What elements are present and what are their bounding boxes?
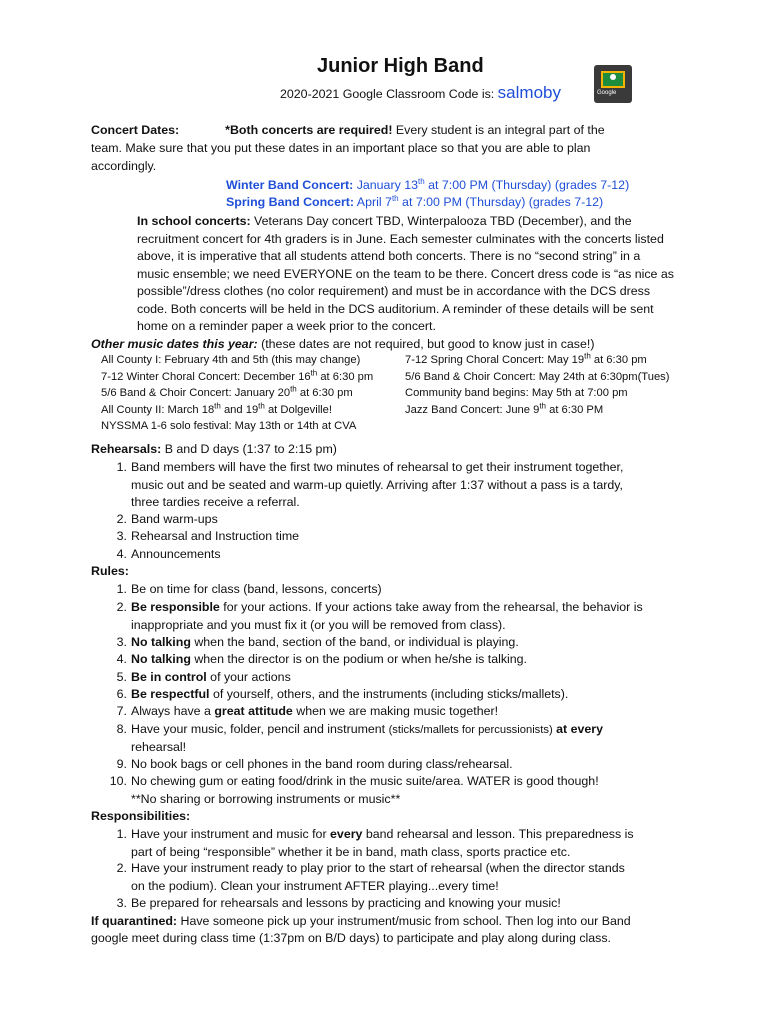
- page-title: Junior High Band: [317, 55, 484, 77]
- in-school-line-5: possible”/dress clothes (no color requirement) and must be in accordance with the DCS dress: [137, 284, 651, 298]
- rehearsal-item-4: [116, 546, 685, 564]
- rule-item-1: 1. Be on time for class (band, lessons, concerts): [116, 582, 382, 596]
- other-date-left-3: 5/6 Band & Choir Concert: January 20th at 6:30 pm: [101, 384, 353, 399]
- item-number: 1.: [116, 460, 127, 474]
- rehearsal-item-line: music out and be seated and warm-up quietly. Arriving after 1:37 without a pass is a tardy,: [131, 477, 623, 492]
- other-date-right-2: 5/6 Band & Choir Concert: May 24th at 6:30pm(Tues): [405, 371, 670, 383]
- spring-concert: [226, 194, 603, 212]
- concert-intro: Every student is an integral part of the: [392, 123, 605, 137]
- other-date-left-1: All County I: February 4th and 5th (this may change): [101, 354, 361, 366]
- concert-intro-line3: accordingly.: [91, 159, 157, 173]
- winter-concert: [226, 177, 629, 195]
- classroom-code-line: [280, 84, 561, 104]
- rule-item-5: 5. Be in control of your actions: [116, 670, 291, 684]
- other-date-left-2: 7-12 Winter Choral Concert: December 16th at 6:30 pm: [101, 368, 374, 383]
- rehearsals-line: [91, 441, 337, 459]
- rehearsal-item-1: [116, 459, 685, 512]
- concerts-required: *Both concerts are required!: [225, 123, 393, 137]
- rule-item-6: 6. Be respectful of yourself, others, and the instruments (including sticks/mallets).: [116, 687, 569, 701]
- in-school-line-2: recruitment concert for 4th graders is in June. Each semester culminates with the concerts listed: [137, 232, 664, 246]
- concert-dates-line: [91, 122, 605, 140]
- in-school-line-3: above, it is imperative that all students attend both concerts. There is no “second string” in a: [137, 249, 641, 263]
- rehearsal-item-line: Rehearsal and Instruction time: [131, 529, 300, 543]
- google-classroom-logo: [594, 65, 632, 103]
- rehearsal-item-line: Band warm-ups: [131, 512, 218, 526]
- spring-time: at 7:00 PM (Thursday) (grades 7-12): [398, 195, 604, 209]
- other-date-left-4: All County II: March 18th and 19th at Dolgeville!: [101, 401, 333, 416]
- other-dates-label: Other music dates this year:: [91, 337, 258, 351]
- responsibility-item-3: 3. Be prepared for rehearsals and lessons by practicing and knowing your music!: [116, 896, 561, 910]
- rehearsal-item-2: [116, 511, 685, 529]
- rule-item-4: 4. No talking when the director is on the podium or when he/she is talking.: [116, 652, 528, 666]
- quarantine-label: If quarantined:: [91, 914, 178, 928]
- rule-item-2: 2. Be responsible for your actions. If your actions take away from the rehearsal, the behavior is inappropriate and you must fix it (or you will be removed from class).: [116, 600, 643, 632]
- rehearsal-item-3: [116, 528, 685, 546]
- classroom-code: salmoby: [497, 83, 561, 102]
- other-dates-note: (these dates are not required, but good to know just in case!): [257, 337, 595, 351]
- spring-concert-label: Spring Band Concert:: [226, 195, 355, 209]
- other-date-left-5: NYSSMA 1-6 solo festival: May 13th or 14th at CVA: [101, 420, 357, 432]
- other-date-right-1: 7-12 Spring Choral Concert: May 19th at 6:30 pm: [405, 351, 647, 366]
- classroom-code-label: 2020-2021 Google Classroom Code is:: [280, 87, 495, 101]
- other-date-right-3: Community band begins: May 5th at 7:00 pm: [405, 387, 628, 399]
- rule-item-10: 10. No chewing gum or eating food/drink in the music suite/area. WATER is good though!: [109, 774, 599, 788]
- item-number: 4.: [116, 547, 127, 561]
- item-number: 3.: [116, 529, 127, 543]
- concert-dates-label: Concert Dates:: [91, 123, 180, 137]
- spring-date: April 7: [354, 195, 392, 209]
- rules-footer: **No sharing or borrowing instruments or music**: [131, 792, 401, 806]
- rule-item-9: 9. No book bags or cell phones in the band room during class/rehearsal.: [116, 757, 513, 771]
- in-school-line-7: home on a reminder paper a week prior to the concert.: [137, 319, 436, 333]
- in-school-label: In school concerts:: [137, 214, 251, 228]
- winter-concert-label: Winter Band Concert:: [226, 178, 354, 192]
- rule-item-3: 3. No talking when the band, section of the band, or individual is playing.: [116, 635, 519, 649]
- rehearsal-item-line: three tardies receive a referral.: [131, 495, 300, 509]
- rule-item-7: 7. Always have a great attitude when we are making music together!: [116, 704, 499, 718]
- winter-time: at 7:00 PM (Thursday) (grades 7-12): [424, 178, 630, 192]
- classroom-person-icon: [610, 74, 616, 80]
- rules-label: Rules:: [91, 564, 129, 578]
- responsibility-item-2: 2. Have your instrument ready to play prior to the start of rehearsal (when the director stands on the podium). Clean your instrument AFTER playing...every time!: [116, 861, 625, 893]
- responsibility-item-1: 1. Have your instrument and music for every band rehearsal and lesson. This preparedness is part of being “responsible” whether it be in band, math class, sports practice etc.: [116, 827, 634, 859]
- quarantine-line-2: google meet during class time (1:37pm on B/D days) to participate and play along during class.: [91, 931, 612, 945]
- responsibilities-label: Responsibilities:: [91, 809, 191, 823]
- quarantine-line-1: If quarantined: Have someone pick up your instrument/music from school. Then log into our Band: [91, 914, 631, 928]
- logo-text: Google: [597, 90, 617, 96]
- rehearsal-item-line: Band members will have the first two minutes of rehearsal to get their instrument together,: [131, 460, 624, 474]
- in-school-line-6: code. Both concerts will be held in the DCS auditorium. A reminder of these details will be sent: [137, 302, 654, 316]
- item-number: 2.: [116, 512, 127, 526]
- concert-intro-line2: team. Make sure that you put these dates in an important place so that you are able to plan: [91, 141, 591, 155]
- spring-sup: th: [391, 193, 399, 203]
- other-date-right-4: Jazz Band Concert: June 9th at 6:30 PM: [405, 401, 604, 416]
- rehearsals-label: Rehearsals:: [91, 442, 162, 456]
- in-school-line-4: music ensemble; we need EVERYONE on the team to be there. Concert dress code is “as nice as: [137, 267, 674, 281]
- rehearsal-item-line: Announcements: [131, 547, 221, 561]
- rule-item-8: 8. Have your music, folder, pencil and instrument (sticks/mallets for percussionists) at every rehearsal!: [116, 722, 603, 754]
- in-school-text: Veterans Day concert TBD, Winterpalooza TBD (December), and the: [250, 214, 632, 228]
- rehearsals-days: B and D days (1:37 to 2:15 pm): [161, 442, 337, 456]
- winter-date: January 13: [353, 178, 418, 192]
- winter-sup: th: [418, 176, 425, 186]
- in-school-line-1: [137, 213, 632, 231]
- other-dates-line: [91, 336, 594, 354]
